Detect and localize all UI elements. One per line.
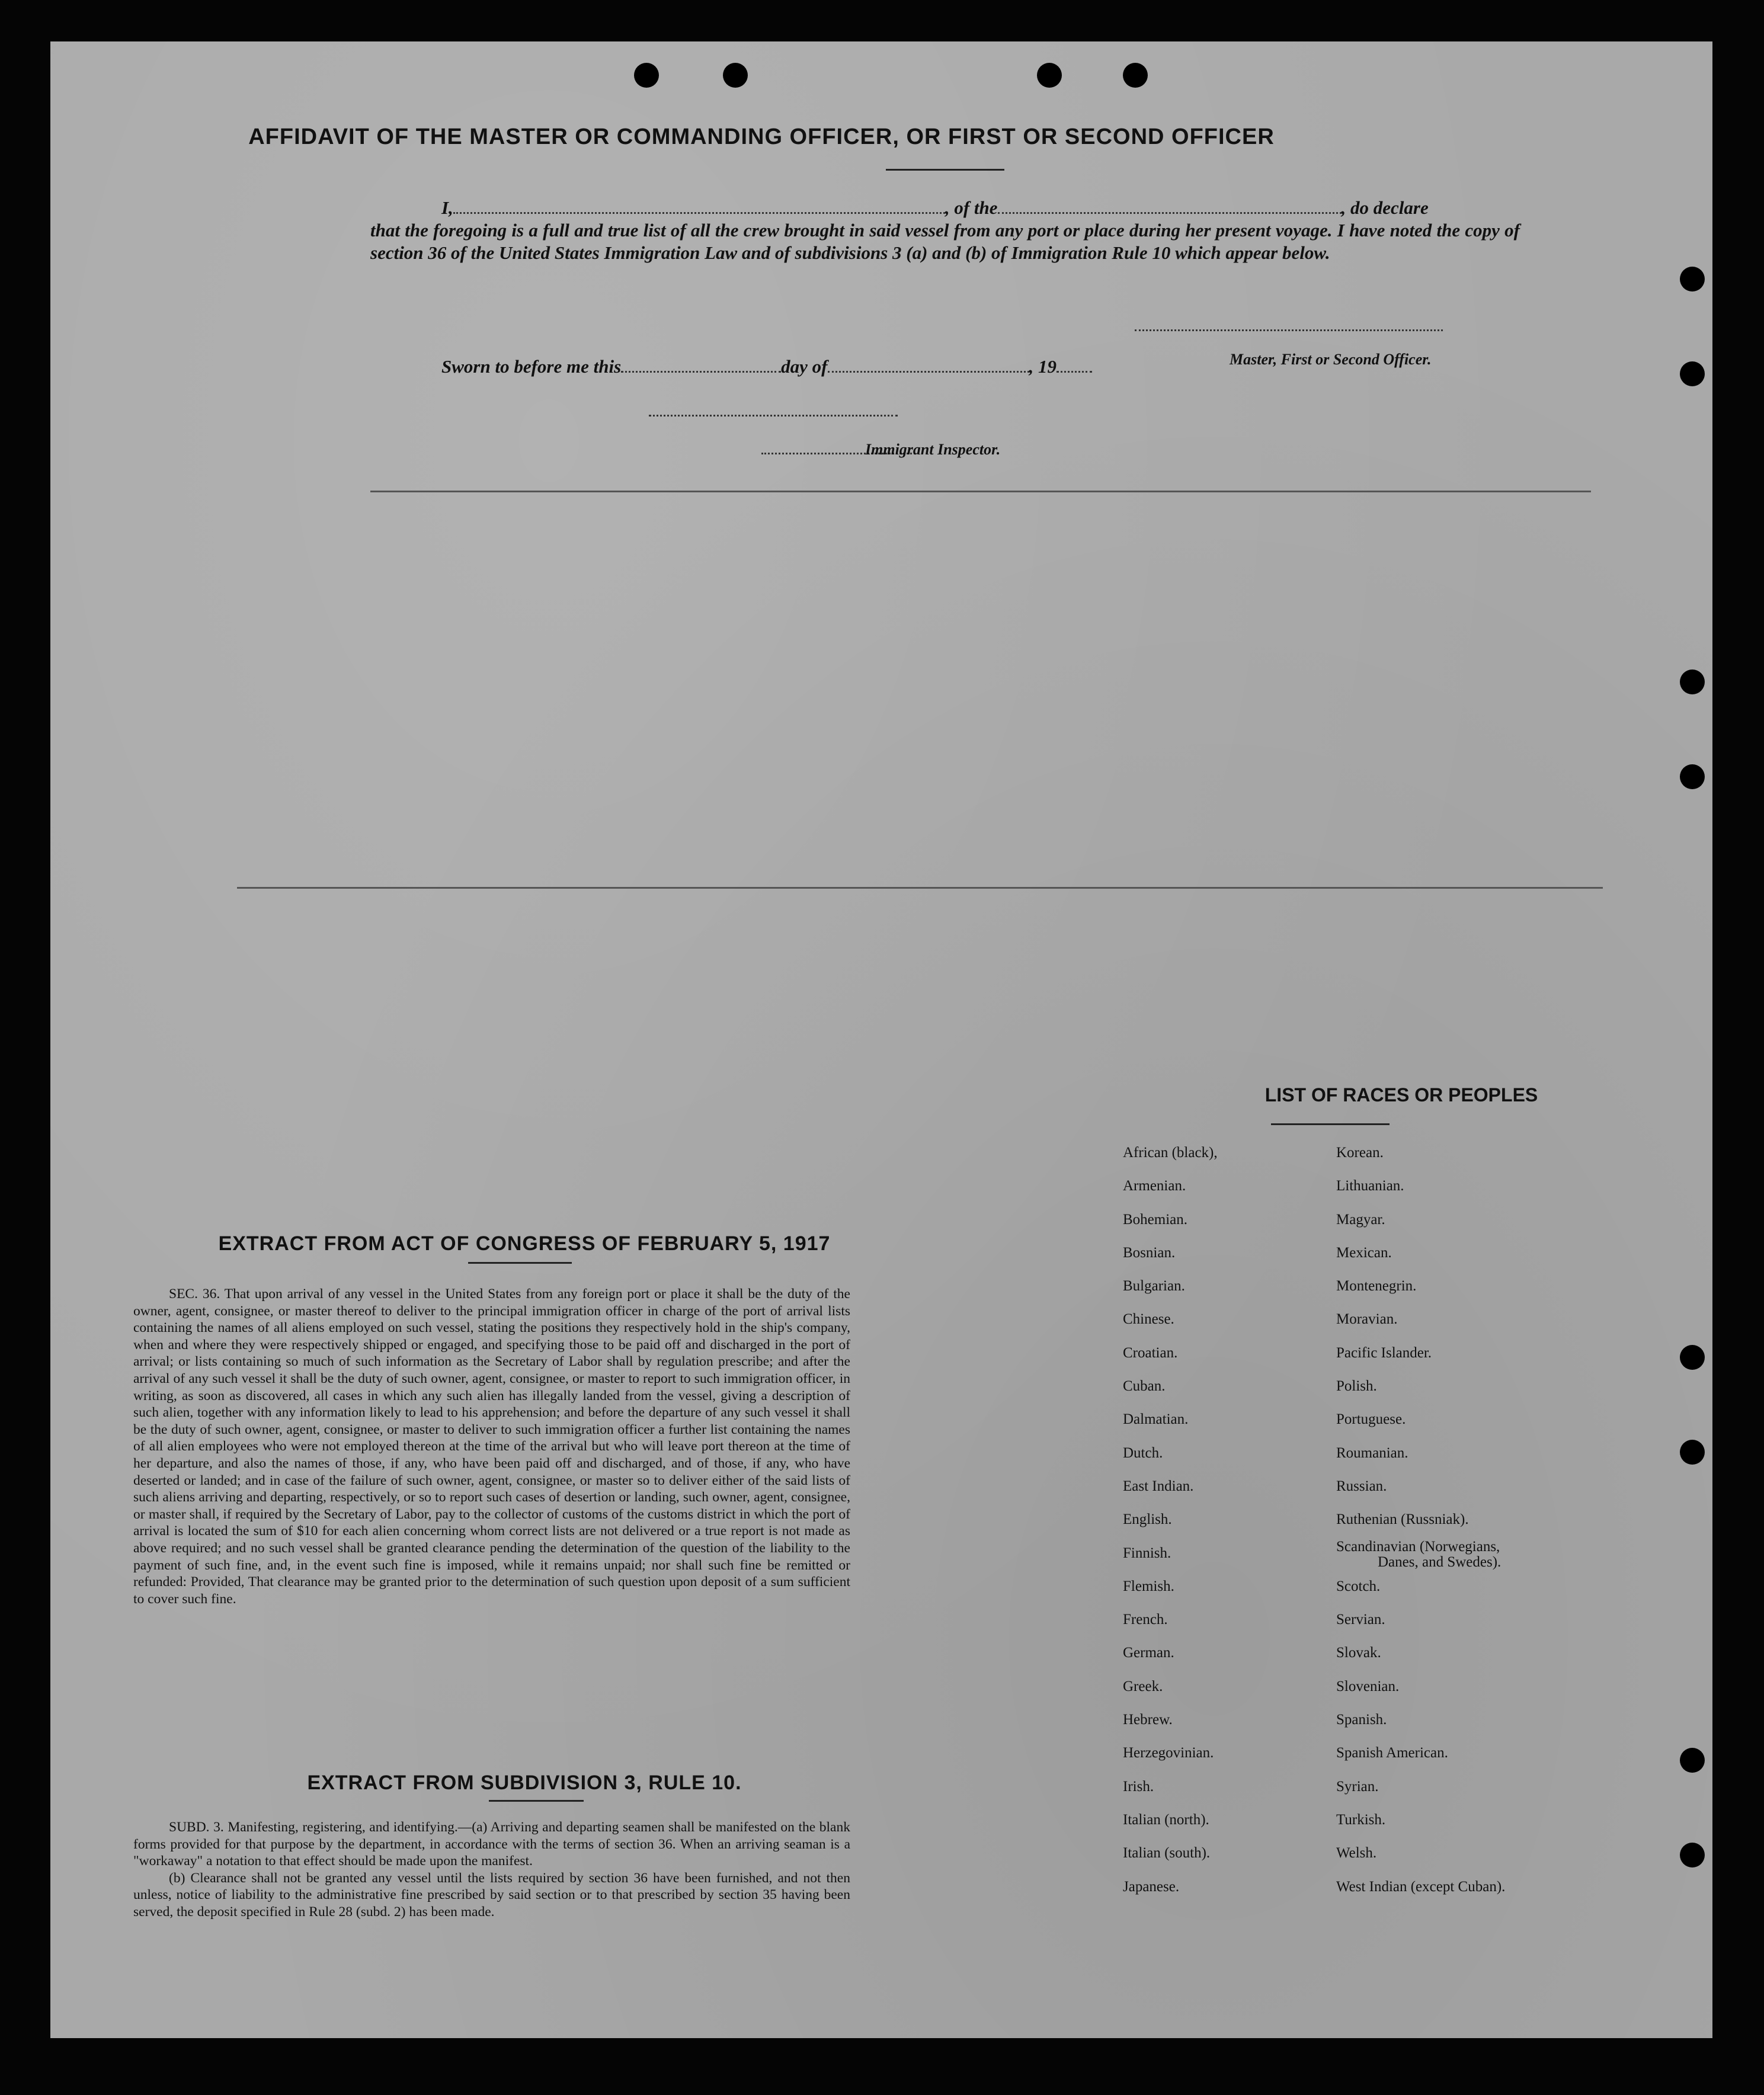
race-item: Dalmatian.	[1123, 1411, 1189, 1428]
race-item: Italian (south).	[1123, 1845, 1211, 1862]
race-item: Japanese.	[1123, 1878, 1180, 1895]
punch-hole	[1680, 764, 1705, 789]
section-divider	[237, 887, 1603, 889]
race-item: Bulgarian.	[1123, 1278, 1185, 1295]
punch-hole	[1680, 1748, 1705, 1773]
race-item: Spanish.	[1336, 1712, 1387, 1728]
punch-hole	[1680, 1345, 1705, 1370]
declarant-name-field[interactable]	[453, 200, 945, 214]
punch-hole	[1680, 1843, 1705, 1867]
race-item: Russian.	[1336, 1478, 1387, 1494]
of-the-label: , of the	[945, 197, 998, 218]
act-title-rule	[468, 1262, 572, 1264]
race-item: German.	[1123, 1645, 1174, 1661]
race-item: East Indian.	[1123, 1478, 1194, 1494]
race-item: Scandinavian (Norwegians,	[1336, 1538, 1500, 1555]
form-page	[50, 41, 1712, 2038]
rule-para-a: SUBD. 3. Manifesting, registering, and identifying.—(a) Arriving and departing seamen shall be manifested on the blank forms provided for that purpose by the department, in accordance with the terms of section 36. When an arriving seaman is a "workaway" a notation to that effect should be made upon the manifest.	[133, 1819, 850, 1869]
races-left-column	[1123, 1136, 1218, 1904]
races-right-column	[1336, 1136, 1505, 1904]
race-item: Servian.	[1336, 1612, 1385, 1628]
race-item: Cuban.	[1123, 1378, 1166, 1395]
race-item: Mexican.	[1336, 1244, 1392, 1261]
title-rule	[886, 169, 1004, 171]
vessel-name-field[interactable]	[998, 200, 1342, 214]
punch-hole	[1680, 1440, 1705, 1465]
race-item: Roumanian.	[1336, 1444, 1408, 1461]
race-item-continuation: Danes, and Swedes).	[1378, 1553, 1502, 1570]
declaration-statement: that the foregoing is a full and true list of all the crew brought in said vessel from any port or place during her present voyage. I have noted the copy of section 36 of the United States Immigration Law and of subdivisions 3 (a) and (b) of Immigration Rule 10 which appear below.	[370, 220, 1520, 263]
punch-hole	[1037, 63, 1062, 88]
rule-extract-title: EXTRACT FROM SUBDIVISION 3, RULE 10.	[307, 1772, 742, 1794]
race-item: Portuguese.	[1336, 1411, 1406, 1428]
sworn-year-field[interactable]	[1057, 359, 1092, 373]
races-title-rule	[1271, 1123, 1390, 1125]
race-item: Turkish.	[1336, 1811, 1386, 1828]
act-extract-body	[133, 1286, 850, 1607]
sworn-line	[441, 355, 1212, 378]
race-item-multiline	[1336, 1537, 1505, 1570]
race-item: Syrian.	[1336, 1778, 1379, 1795]
affidavit-title: AFFIDAVIT OF THE MASTER OR COMMANDING OFFICER, OR FIRST OR SECOND OFFICER	[248, 124, 1275, 149]
race-item: Polish.	[1336, 1378, 1377, 1395]
do-declare-label: , do declare	[1341, 197, 1429, 218]
race-item: Hebrew.	[1123, 1712, 1173, 1728]
rule-para-b: (b) Clearance shall not be granted any vessel until the lists required by section 36 have been furnished, and not then unless, notice of liability to the administrative fine prescribed by said section or to that prescribed by section 35 having been served, the deposit specified in Rule 28 (subd. 2) has been made.	[133, 1870, 850, 1920]
race-item: Moravian.	[1336, 1311, 1398, 1328]
race-item: Croatian.	[1123, 1344, 1178, 1361]
race-item: Scotch.	[1336, 1578, 1381, 1594]
sworn-month-field[interactable]	[828, 359, 1029, 373]
race-item: Dutch.	[1123, 1444, 1163, 1461]
race-item: Irish.	[1123, 1778, 1154, 1795]
section-divider	[370, 491, 1591, 492]
punch-hole	[1680, 669, 1705, 694]
declaration-line	[441, 197, 1520, 219]
sworn-year-label: , 19	[1029, 356, 1057, 377]
act-extract-title: EXTRACT FROM ACT OF CONGRESS OF FEBRUARY 5, 1917	[218, 1232, 831, 1255]
race-item: Pacific Islander.	[1336, 1344, 1432, 1361]
declarant-prefix: I,	[441, 197, 453, 218]
master-signature-field[interactable]	[1135, 329, 1443, 331]
rule-title-rule	[489, 1800, 584, 1802]
race-item: Herzegovinian.	[1123, 1745, 1214, 1761]
race-item: Italian (north).	[1123, 1811, 1209, 1828]
rule-extract-body	[133, 1819, 850, 1921]
race-item: Korean.	[1336, 1145, 1384, 1161]
sworn-day-of-label: day of	[781, 356, 828, 377]
races-title: LIST OF RACES OR PEOPLES	[1264, 1084, 1538, 1106]
race-item: Flemish.	[1123, 1578, 1174, 1594]
section-36-text: SEC. 36. That upon arrival of any vessel in the United States from any foreign port or place it shall be the duty of the owner, agent, consignee, or master thereof to deliver to the principal immigration officer in charge of the port of arrival lists containing the names of all aliens employed on such vessel, stating the positions they respectively hold in the ship's company, when and where they were respectively shipped or engaged, and specifying those to be paid off and discharged in the port of arrival; or lists containing so much of such information as the Secretary of Labor shall by regulation prescribe; and after the arrival of any such vessel it shall be the duty of such owner, agent, consignee, or master to report to such immigration officer, in writing, as soon as discovered, all cases in which any such alien has illegally landed from the vessel, giving a description of such alien, together with any information likely to lead to his apprehension; and before the departure of any such vessel it shall be the duty of such owner, agent, consignee, or master to deliver to such immigration officer a further list containing the names of all alien employees who were not employed thereon at the time of the arrival but who will leave port thereon at the time of her departure, and also the names of those, if any, who have been paid off and discharged, and of those, if any, who have deserted or landed; and in case of the failure of such owner, agent, consignee, or master so to deliver either of the said lists of such aliens arriving and departing, respectively, or so to report such cases of desertion or landing, such owner, agent, consignee, or master shall, if required by the Secretary of Labor, pay to the collector of customs of the customs district in which the port of arrival is located the sum of $10 for each alien concerning whom correct lists are not delivered or a true report is not made as above required; and no such vessel shall be granted clearance pending the determination of the question of the liability to the payment of such fine, and, in the event such fine is imposed, while it remains unpaid; nor shall such fine be remitted or refunded: Provided, That clearance may be granted prior to the determination of such question upon deposit of a sum sufficient to cover such fine.	[133, 1286, 850, 1607]
sworn-prefix: Sworn to before me this	[441, 356, 622, 377]
punch-hole	[1680, 267, 1705, 291]
punch-hole	[1123, 63, 1148, 88]
race-item: Spanish American.	[1336, 1745, 1448, 1761]
race-item: Slovak.	[1336, 1645, 1381, 1661]
race-item: Greek.	[1123, 1678, 1163, 1694]
race-item: English.	[1123, 1511, 1172, 1528]
master-signature-caption: Master, First or Second Officer.	[1230, 351, 1432, 368]
race-item: Bosnian.	[1123, 1244, 1176, 1261]
inspector-signature-field[interactable]	[649, 415, 898, 417]
race-item: French.	[1123, 1612, 1168, 1628]
race-item: Montenegrin.	[1336, 1278, 1417, 1295]
punch-hole	[1680, 361, 1705, 386]
race-item: Bohemian.	[1123, 1211, 1188, 1228]
punch-hole	[634, 63, 659, 88]
race-item: Magyar.	[1336, 1211, 1385, 1228]
race-item: African (black),	[1123, 1145, 1218, 1161]
punch-hole	[723, 63, 748, 88]
race-item: Welsh.	[1336, 1845, 1377, 1862]
race-item: Finnish.	[1123, 1545, 1171, 1561]
race-item: Armenian.	[1123, 1178, 1186, 1194]
race-item: Lithuanian.	[1336, 1178, 1404, 1194]
race-item: Chinese.	[1123, 1311, 1174, 1328]
race-item: Slovenian.	[1336, 1678, 1400, 1694]
race-item: Ruthenian (Russniak).	[1336, 1511, 1469, 1528]
inspector-caption: Immigrant Inspector.	[865, 441, 1001, 458]
race-item: West Indian (except Cuban).	[1336, 1878, 1506, 1895]
sworn-day-field[interactable]	[621, 359, 781, 373]
